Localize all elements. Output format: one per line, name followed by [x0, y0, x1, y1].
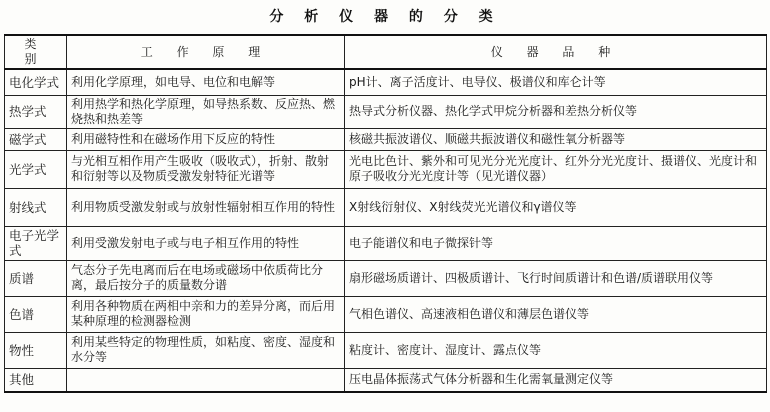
table-row — [5, 69, 767, 95]
row-category: 磁学式 — [5, 128, 67, 150]
row-category: 其他 — [5, 368, 67, 392]
row-principle: 利用物质受激发射或与放射性辐射相互作用的特性 — [67, 188, 345, 226]
classification-table — [4, 34, 767, 393]
table-row — [5, 188, 767, 226]
table-row — [5, 332, 767, 368]
row-instruments: X射线衍射仪、X射线荧光光谱仪和γ谱仪等 — [345, 188, 767, 226]
header-principle: 工 作 原 理 — [67, 35, 345, 69]
row-instruments: 气相色谱仪、高速液相色谱仪和薄层色谱仪等 — [345, 296, 767, 332]
document-title: 分 析 仪 器 的 分 类 — [269, 9, 501, 25]
row-instruments: 电子能谱仪和电子微探针等 — [345, 226, 767, 260]
table-row — [5, 95, 767, 128]
row-category: 热学式 — [5, 95, 67, 128]
row-instruments: 压电晶体振荡式气体分析器和生化需氧量测定仪等 — [345, 368, 767, 392]
row-principle: 利用某些特定的物理性质，如粘度、密度、湿度和水分等 — [67, 332, 345, 368]
row-principle: 利用热学和热化学原理，如导热系数、反应热、燃烧热和热差等 — [67, 95, 345, 128]
row-category: 物性 — [5, 332, 67, 368]
row-category: 电子光学式 — [5, 226, 67, 260]
row-instruments: 光电比色计、紫外和可见光分光光度计、红外分光光度计、摄谱仪、光度计和原子吸收分光光度计等（见光谱仪器） — [345, 150, 767, 188]
row-category: 光学式 — [5, 150, 67, 188]
row-principle: 气态分子先电离而后在电场或磁场中依质荷比分离，最后按分子的质量数分谱 — [67, 260, 345, 296]
row-instruments: 扇形磁场质谱计、四极质谱计、飞行时间质谱计和色谱/质谱联用仪等 — [345, 260, 767, 296]
header-category: 类 别 — [5, 35, 67, 69]
table-row — [5, 226, 767, 260]
table-row — [5, 128, 767, 150]
table-row — [5, 368, 767, 392]
table-row — [5, 150, 767, 188]
row-instruments: 热导式分析仪器、热化学式甲烷分析器和差热分析仪等 — [345, 95, 767, 128]
table-header-row — [5, 35, 767, 69]
row-instruments: 粘度计、密度计、湿度计、露点仪等 — [345, 332, 767, 368]
row-category: 色谱 — [5, 296, 67, 332]
table-row — [5, 260, 767, 296]
row-category: 电化学式 — [5, 69, 67, 95]
header-instruments: 仪 器 品 种 — [345, 35, 767, 69]
row-instruments: 核磁共振波谱仪、顺磁共振波谱仪和磁性氧分析器等 — [345, 128, 767, 150]
row-principle: 利用化学原理，如电导、电位和电解等 — [67, 69, 345, 95]
row-category: 质谱 — [5, 260, 67, 296]
row-principle: 利用受激发射电子或与电子相互作用的特性 — [67, 226, 345, 260]
row-category: 射线式 — [5, 188, 67, 226]
row-principle: 利用各种物质在两相中亲和力的差异分离，而后用某种原理的检测器检测 — [67, 296, 345, 332]
row-instruments: pH计、离子活度计、电导仪、极谱仪和库仑计等 — [345, 69, 767, 95]
table-row — [5, 296, 767, 332]
row-principle: 与光相互相作用产生吸收（吸收式），折射、散射和衍射等以及物质受激发射特征光谱等 — [67, 150, 345, 188]
row-principle — [67, 368, 345, 392]
row-principle: 利用磁特性和在磁场作用下反应的特性 — [67, 128, 345, 150]
